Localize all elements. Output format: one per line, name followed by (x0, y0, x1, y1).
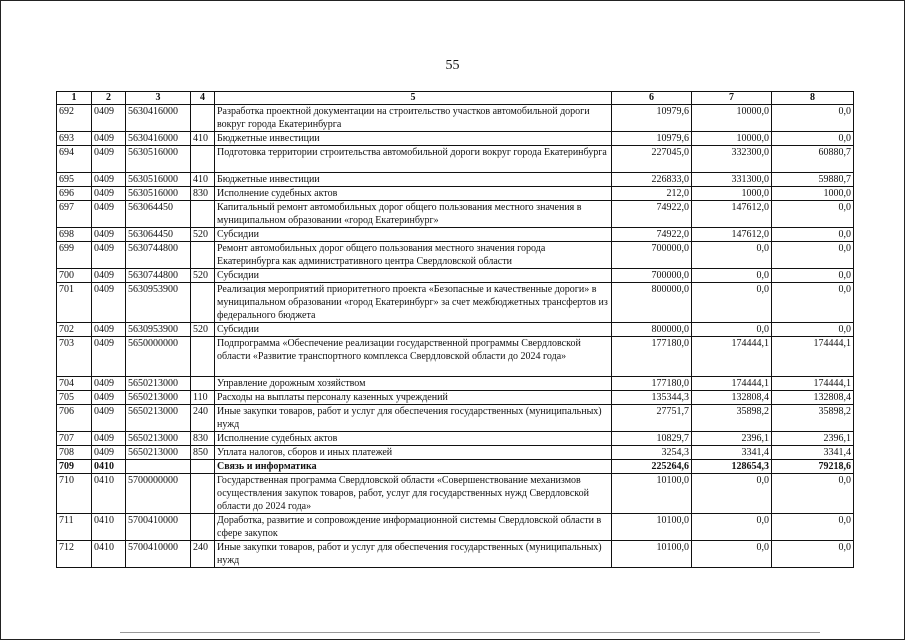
section-code-cell: 0409 (92, 405, 126, 432)
target-article-cell: 5630953900 (126, 283, 191, 323)
amount-column-7-cell: 3341,4 (692, 446, 772, 460)
amount-column-6-cell: 226833,0 (612, 173, 692, 187)
expense-type-cell: 830 (191, 187, 215, 201)
amount-column-7-cell: 10000,0 (692, 105, 772, 132)
expense-name-cell: Уплата налогов, сборов и иных платежей (215, 446, 612, 460)
amount-column-7-cell: 0,0 (692, 514, 772, 541)
expense-name-cell: Иные закупки товаров, работ и услуг для обеспечения государственных (муниципальных) нужд (215, 405, 612, 432)
section-code-cell: 0410 (92, 474, 126, 514)
target-article-cell: 5700410000 (126, 514, 191, 541)
expense-type-cell: 520 (191, 228, 215, 242)
expense-name-cell: Государственная программа Свердловской области «Совершенствование механизмов осуществления закупок товаров, работ, услуг для государственных нужд Свердловской области до 2024 года» (215, 474, 612, 514)
amount-column-7-cell: 35898,2 (692, 405, 772, 432)
section-code-cell: 0410 (92, 514, 126, 541)
expense-name-cell: Исполнение судебных актов (215, 432, 612, 446)
table-row (57, 146, 854, 173)
row-number-cell: 712 (57, 541, 92, 568)
expense-type-cell (191, 514, 215, 541)
expense-type-cell (191, 201, 215, 228)
amount-column-7-cell: 174444,1 (692, 337, 772, 377)
table-row (57, 446, 854, 460)
amount-column-8-cell: 2396,1 (772, 432, 854, 446)
amount-column-8-cell: 0,0 (772, 514, 854, 541)
expense-name-cell: Бюджетные инвестиции (215, 173, 612, 187)
section-code-cell: 0409 (92, 132, 126, 146)
table-row (57, 337, 854, 377)
column-header: 3 (126, 92, 191, 105)
column-header: 4 (191, 92, 215, 105)
amount-column-8-cell: 60880,7 (772, 146, 854, 173)
row-number-cell: 692 (57, 105, 92, 132)
expense-type-cell (191, 377, 215, 391)
section-code-cell: 0409 (92, 377, 126, 391)
column-header: 7 (692, 92, 772, 105)
row-number-cell: 708 (57, 446, 92, 460)
row-number-cell: 699 (57, 242, 92, 269)
row-number-cell: 706 (57, 405, 92, 432)
target-article-cell: 5650213000 (126, 405, 191, 432)
amount-column-6-cell: 177180,0 (612, 377, 692, 391)
table-row (57, 323, 854, 337)
amount-column-6-cell: 74922,0 (612, 201, 692, 228)
expense-type-cell (191, 283, 215, 323)
amount-column-7-cell: 0,0 (692, 474, 772, 514)
section-code-cell: 0409 (92, 323, 126, 337)
section-code-cell: 0409 (92, 432, 126, 446)
row-number-cell: 701 (57, 283, 92, 323)
section-code-cell: 0409 (92, 269, 126, 283)
expense-type-cell: 520 (191, 269, 215, 283)
expense-name-cell: Бюджетные инвестиции (215, 132, 612, 146)
row-number-cell: 693 (57, 132, 92, 146)
row-number-cell: 694 (57, 146, 92, 173)
section-code-cell: 0410 (92, 460, 126, 474)
table-row (57, 377, 854, 391)
amount-column-8-cell: 0,0 (772, 132, 854, 146)
table-row (57, 242, 854, 269)
amount-column-7-cell: 0,0 (692, 283, 772, 323)
column-header: 8 (772, 92, 854, 105)
section-code-cell: 0409 (92, 173, 126, 187)
table-header-row (57, 92, 854, 105)
amount-column-7-cell: 128654,3 (692, 460, 772, 474)
expense-type-cell: 410 (191, 173, 215, 187)
section-code-cell: 0409 (92, 446, 126, 460)
expense-name-cell: Субсидии (215, 228, 612, 242)
amount-column-8-cell: 174444,1 (772, 377, 854, 391)
section-code-cell: 0409 (92, 146, 126, 173)
amount-column-6-cell: 10979,6 (612, 132, 692, 146)
expense-name-cell: Доработка, развитие и сопровождение информационной системы Свердловской области в сфере закупок (215, 514, 612, 541)
target-article-cell: 5630516000 (126, 187, 191, 201)
target-article-cell: 5700000000 (126, 474, 191, 514)
budget-table (56, 91, 854, 568)
table-body (57, 105, 854, 568)
table-row (57, 460, 854, 474)
table-row (57, 228, 854, 242)
table-row (57, 105, 854, 132)
amount-column-8-cell: 0,0 (772, 283, 854, 323)
amount-column-7-cell: 174444,1 (692, 377, 772, 391)
expense-type-cell (191, 337, 215, 377)
expense-name-cell: Реализация мероприятий приоритетного проекта «Безопасные и качественные дороги» в муниципальном образовании «город Екатеринбург» за счет межбюджетных трансфертов из федерального бюджета (215, 283, 612, 323)
amount-column-7-cell: 2396,1 (692, 432, 772, 446)
row-number-cell: 703 (57, 337, 92, 377)
amount-column-6-cell: 10979,6 (612, 105, 692, 132)
expense-type-cell (191, 242, 215, 269)
target-article-cell: 563064450 (126, 201, 191, 228)
amount-column-6-cell: 225264,6 (612, 460, 692, 474)
amount-column-6-cell: 10100,0 (612, 514, 692, 541)
amount-column-7-cell: 0,0 (692, 242, 772, 269)
section-code-cell: 0409 (92, 391, 126, 405)
column-header: 6 (612, 92, 692, 105)
row-number-cell: 705 (57, 391, 92, 405)
page-number: 55 (445, 58, 460, 73)
table-row (57, 514, 854, 541)
amount-column-8-cell: 174444,1 (772, 337, 854, 377)
target-article-cell: 5650213000 (126, 432, 191, 446)
expense-type-cell: 110 (191, 391, 215, 405)
expense-name-cell: Подпрограмма «Обеспечение реализации государственной программы Свердловской области «Развитие транспортного комплекса Свердловской области до 2024 года» (215, 337, 612, 377)
target-article-cell (126, 460, 191, 474)
amount-column-7-cell: 10000,0 (692, 132, 772, 146)
row-number-cell: 695 (57, 173, 92, 187)
expense-type-cell: 410 (191, 132, 215, 146)
target-article-cell: 5630516000 (126, 173, 191, 187)
row-number-cell: 709 (57, 460, 92, 474)
target-article-cell: 5630744800 (126, 242, 191, 269)
amount-column-8-cell: 59880,7 (772, 173, 854, 187)
amount-column-7-cell: 0,0 (692, 541, 772, 568)
expense-name-cell: Капитальный ремонт автомобильных дорог общего пользования местного значения в муниципальном образовании «город Екатеринбург» (215, 201, 612, 228)
target-article-cell: 5630416000 (126, 132, 191, 146)
amount-column-7-cell: 0,0 (692, 323, 772, 337)
expense-type-cell: 240 (191, 541, 215, 568)
expense-type-cell: 520 (191, 323, 215, 337)
amount-column-8-cell: 1000,0 (772, 187, 854, 201)
expense-type-cell (191, 474, 215, 514)
expense-type-cell: 850 (191, 446, 215, 460)
expense-type-cell (191, 146, 215, 173)
section-code-cell: 0410 (92, 541, 126, 568)
table-row (57, 432, 854, 446)
row-number-cell: 696 (57, 187, 92, 201)
target-article-cell: 5650213000 (126, 446, 191, 460)
amount-column-7-cell: 147612,0 (692, 228, 772, 242)
target-article-cell: 5650213000 (126, 391, 191, 405)
section-code-cell: 0409 (92, 337, 126, 377)
amount-column-6-cell: 135344,3 (612, 391, 692, 405)
expense-name-cell: Исполнение судебных актов (215, 187, 612, 201)
table-row (57, 405, 854, 432)
target-article-cell: 5650000000 (126, 337, 191, 377)
target-article-cell: 5700410000 (126, 541, 191, 568)
amount-column-8-cell: 0,0 (772, 228, 854, 242)
target-article-cell: 5630516000 (126, 146, 191, 173)
expense-type-cell: 240 (191, 405, 215, 432)
table-row (57, 187, 854, 201)
table-row (57, 391, 854, 405)
amount-column-6-cell: 800000,0 (612, 323, 692, 337)
amount-column-7-cell: 0,0 (692, 269, 772, 283)
table-row (57, 132, 854, 146)
section-code-cell: 0409 (92, 283, 126, 323)
amount-column-6-cell: 800000,0 (612, 283, 692, 323)
amount-column-7-cell: 1000,0 (692, 187, 772, 201)
amount-column-6-cell: 700000,0 (612, 242, 692, 269)
section-code-cell: 0409 (92, 201, 126, 228)
expense-name-cell: Управление дорожным хозяйством (215, 377, 612, 391)
section-code-cell: 0409 (92, 187, 126, 201)
table-row (57, 474, 854, 514)
amount-column-7-cell: 147612,0 (692, 201, 772, 228)
expense-type-cell: 830 (191, 432, 215, 446)
column-header: 5 (215, 92, 612, 105)
expense-name-cell: Разработка проектной документации на строительство участков автомобильной дороги вокруг города Екатеринбурга (215, 105, 612, 132)
amount-column-8-cell: 3341,4 (772, 446, 854, 460)
row-number-cell: 710 (57, 474, 92, 514)
amount-column-8-cell: 0,0 (772, 323, 854, 337)
row-number-cell: 702 (57, 323, 92, 337)
table-row (57, 283, 854, 323)
amount-column-8-cell: 0,0 (772, 242, 854, 269)
table-row (57, 269, 854, 283)
amount-column-6-cell: 27751,7 (612, 405, 692, 432)
row-number-cell: 700 (57, 269, 92, 283)
row-number-cell: 704 (57, 377, 92, 391)
amount-column-6-cell: 10100,0 (612, 541, 692, 568)
section-code-cell: 0409 (92, 242, 126, 269)
target-article-cell: 5630953900 (126, 323, 191, 337)
expense-name-cell: Подготовка территории строительства автомобильной дороги вокруг города Екатеринбурга (215, 146, 612, 173)
amount-column-6-cell: 700000,0 (612, 269, 692, 283)
amount-column-6-cell: 10100,0 (612, 474, 692, 514)
amount-column-7-cell: 132808,4 (692, 391, 772, 405)
amount-column-7-cell: 332300,0 (692, 146, 772, 173)
amount-column-8-cell: 0,0 (772, 269, 854, 283)
row-number-cell: 711 (57, 514, 92, 541)
target-article-cell: 5630416000 (126, 105, 191, 132)
amount-column-6-cell: 10829,7 (612, 432, 692, 446)
target-article-cell: 5650213000 (126, 377, 191, 391)
table-row (57, 173, 854, 187)
table-row (57, 541, 854, 568)
amount-column-7-cell: 331300,0 (692, 173, 772, 187)
amount-column-8-cell: 0,0 (772, 201, 854, 228)
expense-name-cell: Расходы на выплаты персоналу казенных учреждений (215, 391, 612, 405)
target-article-cell: 5630744800 (126, 269, 191, 283)
table-row (57, 201, 854, 228)
amount-column-6-cell: 3254,3 (612, 446, 692, 460)
amount-column-6-cell: 227045,0 (612, 146, 692, 173)
amount-column-8-cell: 79218,6 (772, 460, 854, 474)
expense-name-cell: Связь и информатика (215, 460, 612, 474)
row-number-cell: 707 (57, 432, 92, 446)
amount-column-6-cell: 177180,0 (612, 337, 692, 377)
section-code-cell: 0409 (92, 105, 126, 132)
amount-column-8-cell: 132808,4 (772, 391, 854, 405)
section-code-cell: 0409 (92, 228, 126, 242)
amount-column-8-cell: 35898,2 (772, 405, 854, 432)
amount-column-6-cell: 212,0 (612, 187, 692, 201)
row-number-cell: 697 (57, 201, 92, 228)
expense-name-cell: Субсидии (215, 323, 612, 337)
expense-name-cell: Иные закупки товаров, работ и услуг для обеспечения государственных (муниципальных) нужд (215, 541, 612, 568)
column-header: 2 (92, 92, 126, 105)
amount-column-6-cell: 74922,0 (612, 228, 692, 242)
column-header: 1 (57, 92, 92, 105)
expense-type-cell (191, 105, 215, 132)
next-page-edge (120, 632, 820, 639)
expense-name-cell: Ремонт автомобильных дорог общего пользования местного значения города Екатеринбурга как административного центра Свердловской области (215, 242, 612, 269)
amount-column-8-cell: 0,0 (772, 105, 854, 132)
amount-column-8-cell: 0,0 (772, 474, 854, 514)
row-number-cell: 698 (57, 228, 92, 242)
expense-type-cell (191, 460, 215, 474)
target-article-cell: 563064450 (126, 228, 191, 242)
amount-column-8-cell: 0,0 (772, 541, 854, 568)
expense-name-cell: Субсидии (215, 269, 612, 283)
